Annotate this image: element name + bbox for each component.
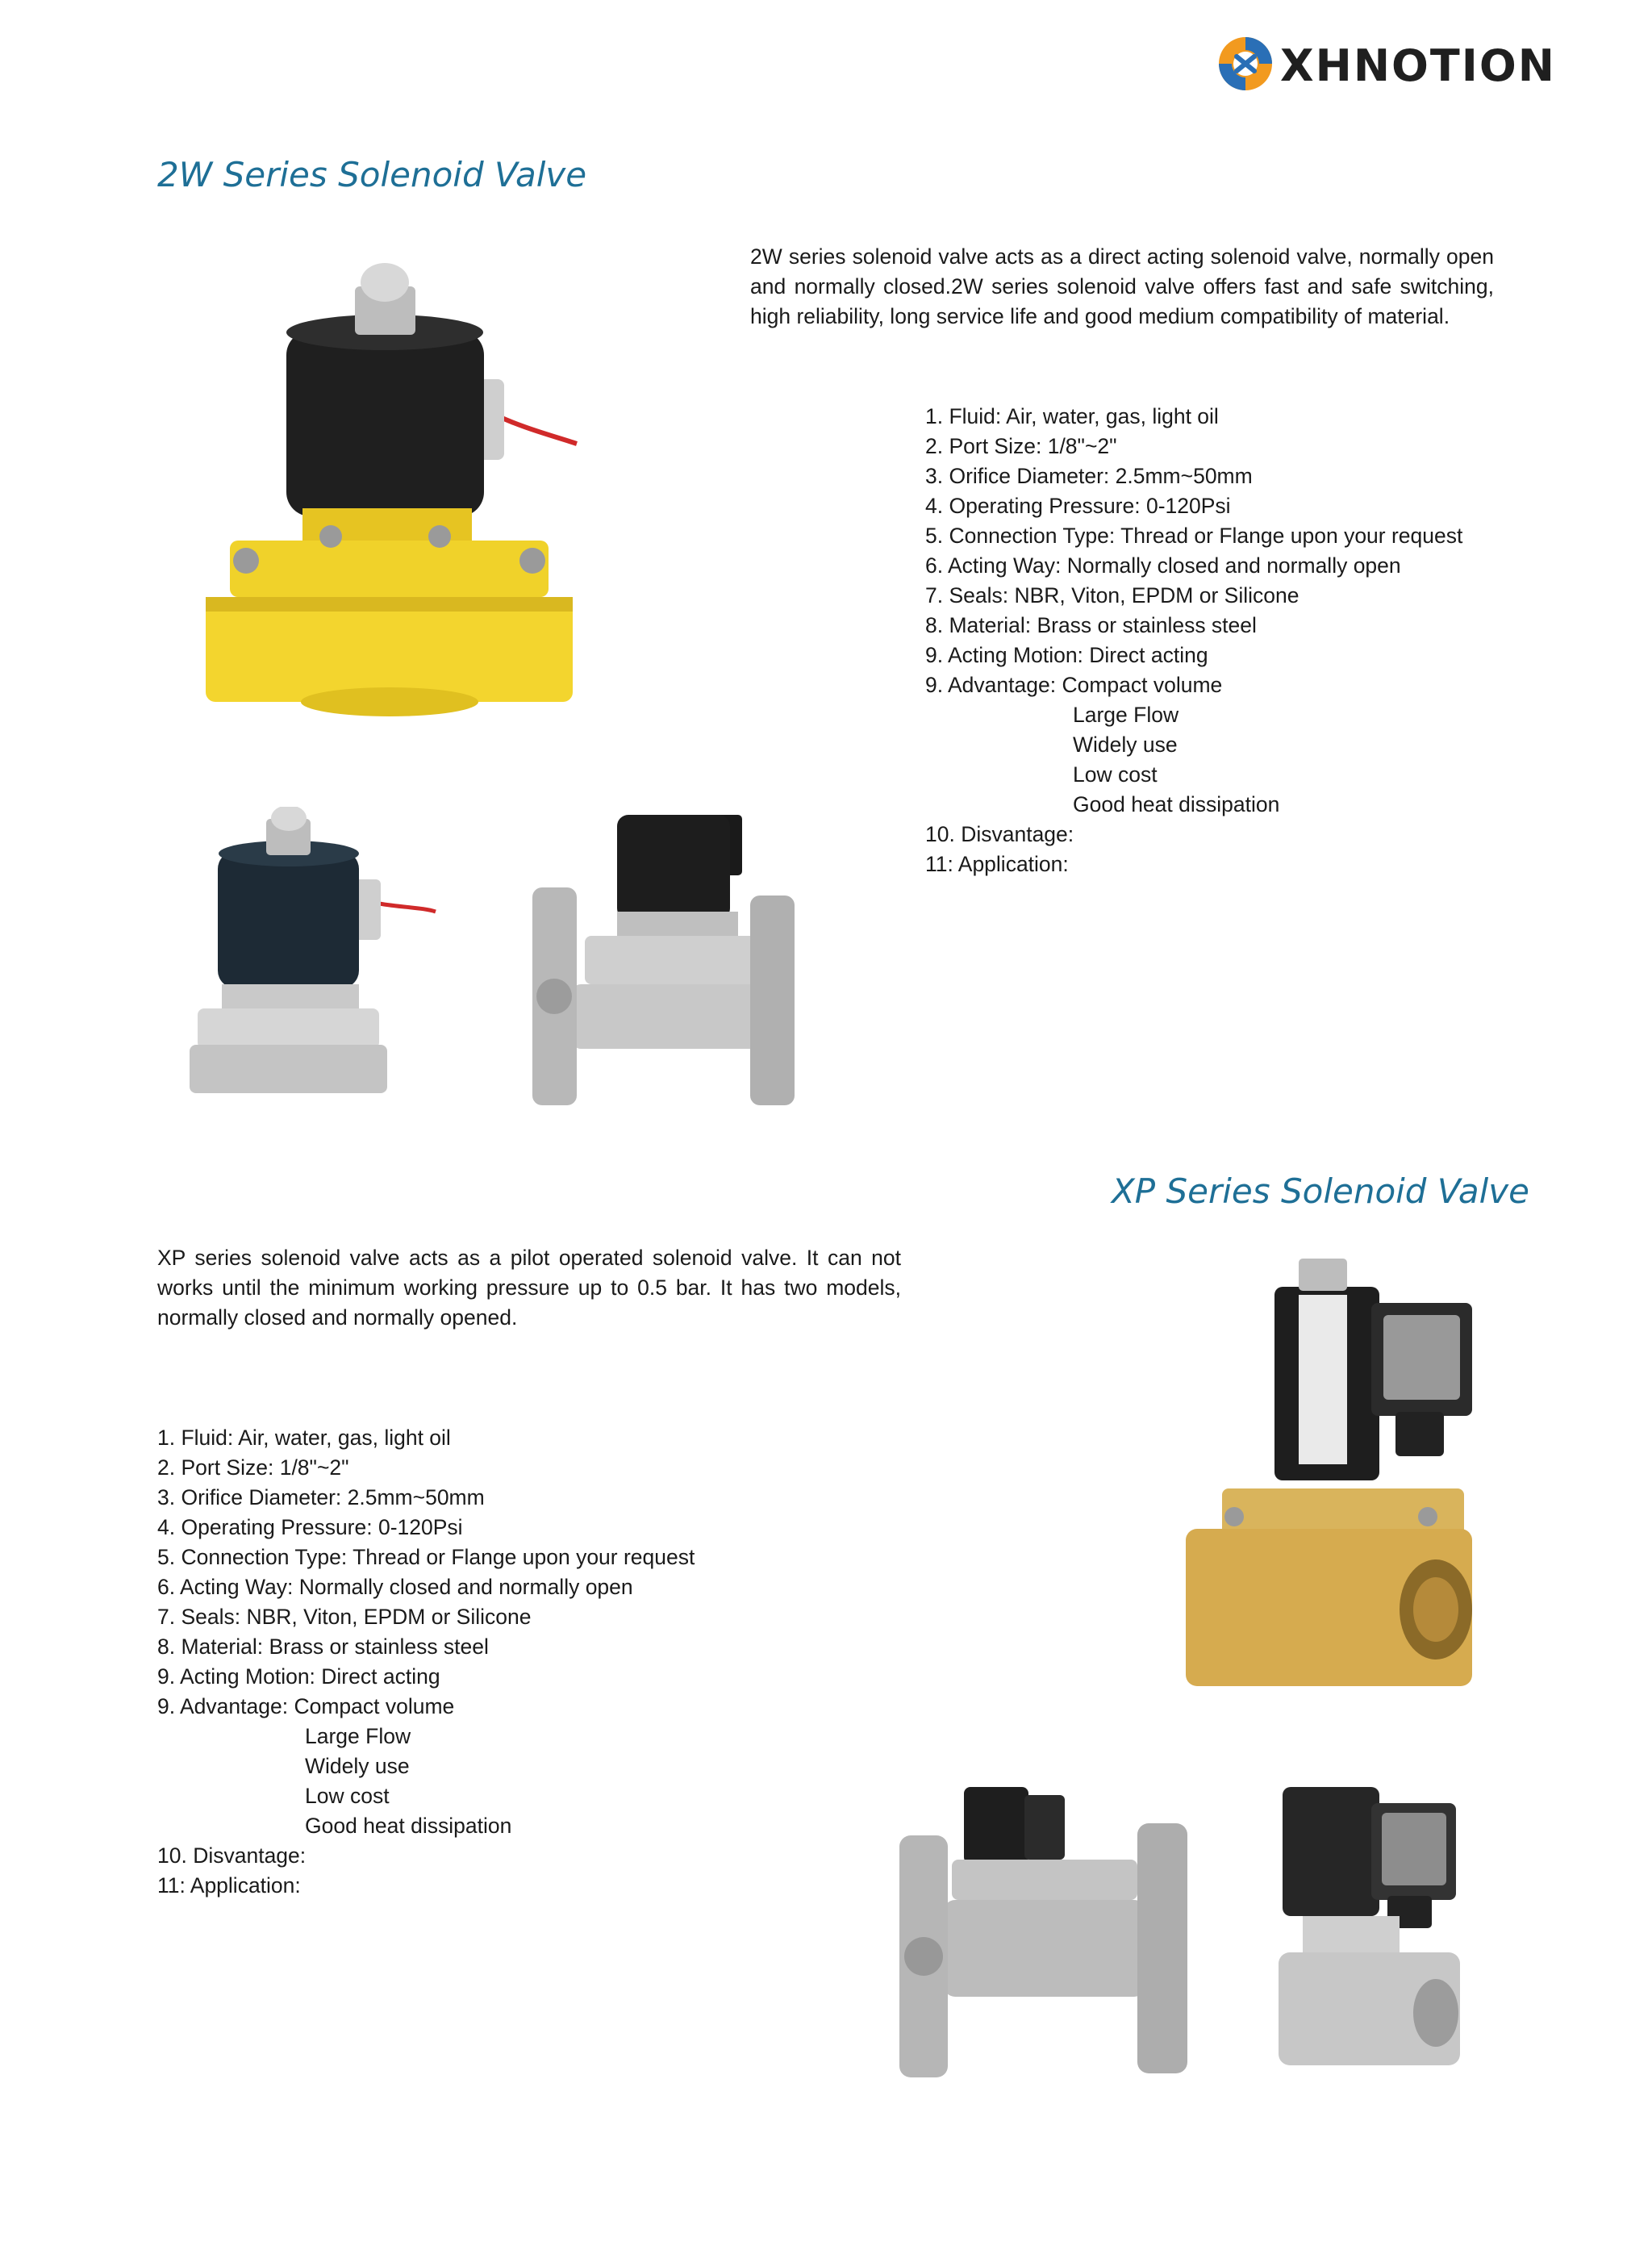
spec-list-2w bbox=[925, 402, 1462, 879]
section-description-2w: 2W series solenoid valve acts as a direct acting solenoid valve, normally open and normally closed.2W series solenoid valve offers fast and safe switching, high reliability, long service life and good medium compatibility of material. bbox=[750, 244, 1494, 328]
stainless-xp-valve-image bbox=[1270, 1771, 1472, 2069]
spec-advantage-item: Large Flow bbox=[305, 1724, 411, 1748]
spec-item: 3. Orifice Diameter: 2.5mm~50mm bbox=[925, 464, 1253, 488]
spec-advantage-item: Good heat dissipation bbox=[1073, 792, 1280, 816]
spec-item: 10. Disvantage: bbox=[925, 822, 1074, 846]
section-title-xp: XP Series Solenoid Valve bbox=[1112, 1171, 1529, 1211]
spec-item: 8. Material: Brass or stainless steel bbox=[157, 1635, 489, 1659]
brass-2w-valve-image bbox=[181, 250, 585, 718]
spec-list-xp bbox=[157, 1423, 695, 1901]
spec-advantage-item: Low cost bbox=[1073, 762, 1158, 787]
spec-item: 6. Acting Way: Normally closed and normally open bbox=[925, 553, 1401, 578]
spec-item: 5. Connection Type: Thread or Flange upon your request bbox=[925, 524, 1463, 548]
spec-item: 2. Port Size: 1/8"~2" bbox=[925, 434, 1117, 458]
spec-advantage-item: Good heat dissipation bbox=[305, 1814, 512, 1838]
spec-item: 11: Application: bbox=[157, 1873, 301, 1898]
spec-advantage-item: Widely use bbox=[305, 1754, 410, 1778]
spec-item: 9. Acting Motion: Direct acting bbox=[925, 643, 1208, 667]
spec-item: 9. Advantage: Compact volume bbox=[157, 1694, 455, 1718]
spec-item: 1. Fluid: Air, water, gas, light oil bbox=[157, 1426, 451, 1450]
spec-item: 1. Fluid: Air, water, gas, light oil bbox=[925, 404, 1219, 428]
spec-advantage-item: Low cost bbox=[305, 1784, 390, 1808]
spec-item: 2. Port Size: 1/8"~2" bbox=[157, 1455, 349, 1480]
spec-item: 10. Disvantage: bbox=[157, 1843, 307, 1868]
spec-advantage-item: Widely use bbox=[1073, 733, 1178, 757]
spec-item: 4. Operating Pressure: 0-120Psi bbox=[157, 1515, 463, 1539]
flanged-xp-valve-image bbox=[895, 1779, 1194, 2085]
section-description-xp: XP series solenoid valve acts as a pilot operated solenoid valve. It can not works until the minimum working pressure up to 0.5 bar. It has two models, normally closed and normally opened. bbox=[157, 1246, 901, 1330]
spec-item: 8. Material: Brass or stainless steel bbox=[925, 613, 1257, 637]
spec-item: 7. Seals: NBR, Viton, EPDM or Silicone bbox=[157, 1605, 532, 1629]
brand-logo[interactable] bbox=[1214, 32, 1556, 97]
spec-item: 4. Operating Pressure: 0-120Psi bbox=[925, 494, 1231, 518]
spec-item: 11: Application: bbox=[925, 852, 1069, 876]
stainless-2w-valve-image bbox=[186, 807, 444, 1097]
brass-xp-valve-image bbox=[1178, 1255, 1484, 1714]
swirl-logo-icon bbox=[1214, 32, 1277, 95]
spec-advantage-item: Large Flow bbox=[1073, 703, 1179, 727]
spec-item: 7. Seals: NBR, Viton, EPDM or Silicone bbox=[925, 583, 1299, 607]
spec-item: 3. Orifice Diameter: 2.5mm~50mm bbox=[157, 1485, 485, 1509]
brand-wordmark: XHNOTION bbox=[1280, 40, 1556, 91]
spec-item: 6. Acting Way: Normally closed and normally open bbox=[157, 1575, 633, 1599]
section-title-2w: 2W Series Solenoid Valve bbox=[157, 155, 587, 194]
spec-item: 9. Acting Motion: Direct acting bbox=[157, 1664, 440, 1689]
flanged-2w-valve-image bbox=[524, 799, 799, 1113]
spec-item: 5. Connection Type: Thread or Flange upon your request bbox=[157, 1545, 695, 1569]
spec-item: 9. Advantage: Compact volume bbox=[925, 673, 1223, 697]
